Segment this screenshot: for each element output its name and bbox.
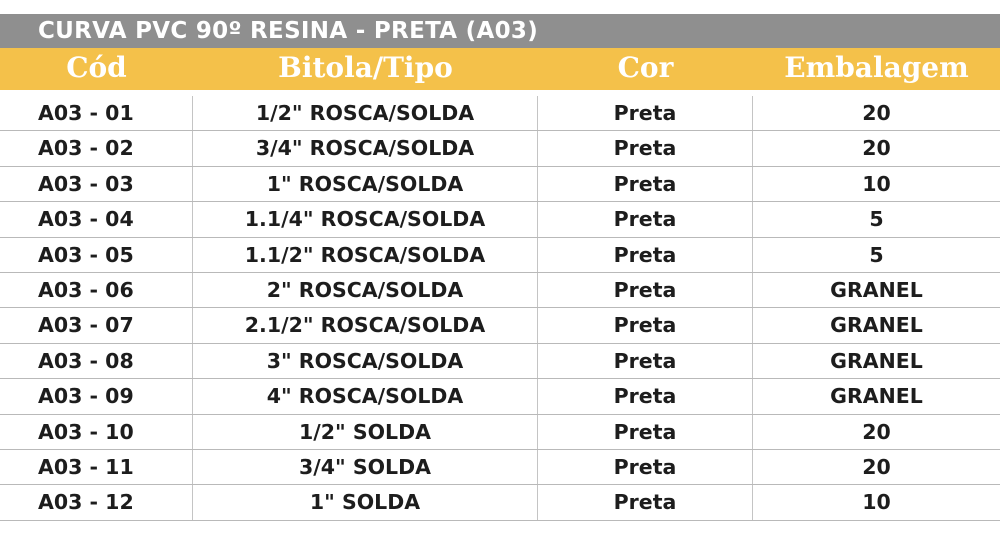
- cell-cor: Preta: [538, 238, 753, 272]
- cell-embalagem: 20: [862, 136, 891, 161]
- cell-cod: A03 - 08: [0, 344, 193, 378]
- table-row: [0, 379, 1000, 414]
- cell-cod: A03 - 03: [0, 167, 193, 201]
- table-row: [0, 238, 1000, 273]
- cell-embalagem: GRANEL: [830, 384, 923, 409]
- cell-cod: A03 - 09: [0, 379, 193, 413]
- cell-embalagem: 20: [862, 419, 891, 444]
- cell-embalagem: GRANEL: [830, 277, 923, 302]
- cell-bitola: 1.1/4" ROSCA/SOLDA: [193, 202, 538, 236]
- cell-embalagem: 10: [862, 171, 891, 196]
- cell-cor: Preta: [538, 379, 753, 413]
- table-row: [0, 344, 1000, 379]
- cell-embalagem: 20: [862, 101, 891, 125]
- header-cod: Cód: [66, 51, 127, 84]
- cell-bitola: 4" ROSCA/SOLDA: [193, 379, 538, 413]
- table-row: [0, 308, 1000, 343]
- cell-cor: Preta: [538, 308, 753, 342]
- cell-cod: A03 - 02: [0, 131, 193, 165]
- cell-bitola: 1" SOLDA: [193, 485, 538, 519]
- table-row: [0, 415, 1000, 450]
- table-row: [0, 131, 1000, 166]
- cell-embalagem: GRANEL: [830, 313, 923, 338]
- cell-bitola: 2.1/2" ROSCA/SOLDA: [193, 308, 538, 342]
- cell-cod: A03 - 10: [0, 415, 193, 449]
- cell-cod: A03 - 01: [0, 96, 193, 130]
- cell-cod: A03 - 05: [0, 238, 193, 272]
- cell-bitola: 2" ROSCA/SOLDA: [193, 273, 538, 307]
- header-cor: Cor: [617, 51, 674, 84]
- header-bitola-tipo: Bitola/Tipo: [278, 51, 453, 84]
- header-embalagem: Embalagem: [784, 51, 969, 84]
- cell-cor: Preta: [538, 273, 753, 307]
- table-title: CURVA PVC 90º RESINA - PRETA (A03): [0, 14, 1000, 48]
- cell-cod: A03 - 04: [0, 202, 193, 236]
- table-row: [0, 202, 1000, 237]
- cell-embalagem: GRANEL: [830, 348, 923, 373]
- table-body: [0, 96, 1000, 521]
- table-row: [0, 485, 1000, 520]
- cell-cod: A03 - 12: [0, 485, 193, 519]
- cell-embalagem: 20: [862, 454, 891, 479]
- cell-cor: Preta: [538, 344, 753, 378]
- cell-cod: A03 - 11: [0, 450, 193, 484]
- cell-bitola: 3" ROSCA/SOLDA: [193, 344, 538, 378]
- cell-cor: Preta: [538, 485, 753, 519]
- cell-bitola: 3/4" SOLDA: [193, 450, 538, 484]
- cell-cod: A03 - 06: [0, 273, 193, 307]
- cell-bitola: 1" ROSCA/SOLDA: [193, 167, 538, 201]
- cell-cor: Preta: [538, 202, 753, 236]
- table-row: [0, 167, 1000, 202]
- table-row: [0, 273, 1000, 308]
- cell-cor: Preta: [538, 131, 753, 165]
- table-row: [0, 450, 1000, 485]
- cell-cor: Preta: [538, 167, 753, 201]
- cell-bitola: 1.1/2" ROSCA/SOLDA: [193, 238, 538, 272]
- table-row: [0, 96, 1000, 131]
- table-header-row: [0, 48, 1000, 90]
- cell-cor: Preta: [538, 96, 753, 130]
- cell-cod: A03 - 07: [0, 308, 193, 342]
- cell-bitola: 1/2" ROSCA/SOLDA: [193, 96, 538, 130]
- cell-embalagem: 10: [862, 490, 891, 515]
- cell-embalagem: 5: [869, 207, 884, 232]
- cell-cor: Preta: [538, 415, 753, 449]
- cell-bitola: 3/4" ROSCA/SOLDA: [193, 131, 538, 165]
- cell-cor: Preta: [538, 450, 753, 484]
- cell-embalagem: 5: [869, 242, 884, 267]
- cell-bitola: 1/2" SOLDA: [193, 415, 538, 449]
